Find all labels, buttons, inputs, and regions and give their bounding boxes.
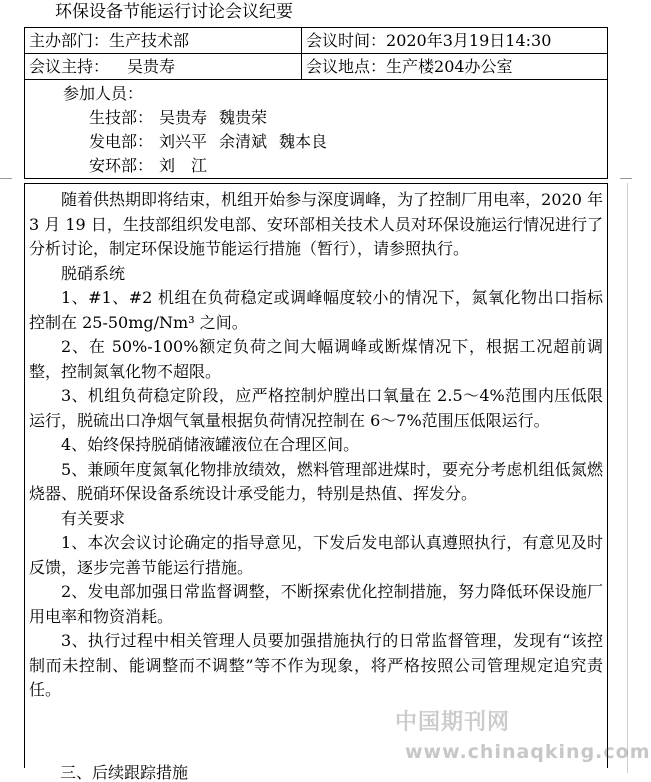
- section-heading: 脱硝系统: [61, 263, 126, 283]
- host-dept-label: 主办部门：: [29, 31, 110, 50]
- minutes-body: [24, 183, 608, 768]
- attendee-name: 余清斌: [219, 132, 268, 151]
- info-row-1: [25, 28, 607, 54]
- attendees-block: [63, 82, 339, 178]
- attendee-dept: 生技部：: [89, 108, 154, 127]
- attendee-name: 魏本良: [279, 132, 328, 151]
- scroll-edge: [627, 183, 628, 773]
- attendee-name: 吴贵寿: [159, 108, 208, 127]
- section-item: 4、始终保持脱硝储液罐液位在合理区间。: [61, 435, 360, 454]
- section-item: 2、在 50%-100%额定负荷之间大幅调峰或断煤情况下，根据工况超前调整，控制氮氧化物不超限。: [29, 337, 603, 381]
- attendee-dept: 安环部：: [89, 156, 154, 175]
- attendee-group: [63, 106, 339, 130]
- watermark-url: www.chinaqking.com: [405, 741, 651, 763]
- attendee-group: [63, 130, 339, 154]
- chair-label: 会议主持：: [29, 57, 110, 76]
- host-dept-value: 生产技术部: [109, 31, 190, 50]
- info-row-2: [25, 54, 607, 80]
- meeting-time-cell: [302, 28, 607, 53]
- section-item: 5、兼顾年度氮氧化物排放绩效，燃料管理部进煤时，要充分考虑机组低氮燃烧器、脱硝环保设备系统设计承受能力，特别是热值、挥发分。: [29, 459, 603, 503]
- attendee-name: 魏贵荣: [219, 108, 268, 127]
- location-value: 生产楼204办公室: [386, 57, 513, 76]
- attendees-label: 参加人员：: [63, 84, 144, 103]
- cutoff-heading: 三、后续跟踪措施: [60, 763, 189, 782]
- section-item: 3、机组负荷稳定阶段，应严格控制炉膛出口氧量在 2.5～4%范围内压低限运行，脱硫出口净烟气氧量根据负荷情况控制在 6～7%范围压低限运行。: [29, 386, 603, 430]
- section-heading: 有关要求: [61, 508, 126, 528]
- section-item: 1、本次会议讨论确定的指导意见，下发后发电部认真遵照执行，有意见及时反馈，逐步完善节能运行措施。: [29, 533, 603, 577]
- meeting-time-label: 会议时间：: [306, 31, 387, 50]
- meeting-time-value: 2020年3月19日14:30: [386, 31, 552, 50]
- location-label: 会议地点：: [306, 57, 387, 76]
- location-cell: [302, 54, 607, 79]
- meeting-info-table: [24, 27, 608, 179]
- intro-paragraph: 随着供热期即将结束，机组开始参与深度调峰，为了控制厂用电率，2020 年 3 月 19 日，生技部组织发电部、安环部相关技术人员对环保设施运行情况进行了分析讨论，制定环保设施节能运行措施（暂行），请参照执行。: [29, 190, 603, 258]
- host-dept-cell: [25, 28, 302, 53]
- attendee-name: 刘兴平: [159, 132, 208, 151]
- chair-value: 吴贵寿: [127, 57, 176, 76]
- minutes-content: [29, 188, 603, 703]
- section-item: 3、执行过程中相关管理人员要加强措施执行的日常监督管理，发现有“该控制而未控制、能调整而不调整”等不作为现象，将严格按照公司管理规定追究责任。: [29, 631, 603, 699]
- section-item: 2、发电部加强日常监督调整，不断探索优化控制措施，努力降低环保设施厂用电率和物资消耗。: [29, 582, 603, 626]
- chair-cell: [25, 54, 302, 79]
- attendee-dept: 发电部：: [89, 132, 154, 151]
- watermark-text: 中国期刊网: [395, 710, 511, 735]
- document-title: 环保设备节能运行讨论会议纪要: [55, 2, 293, 22]
- attendee-group: [63, 154, 339, 178]
- section-item: 1、#1、#2 机组在负荷稳定或调峰幅度较小的情况下，氮氧化物出口指标控制在 25-50mg/Nm³ 之间。: [29, 288, 603, 332]
- attendee-name: 刘 江: [159, 156, 208, 175]
